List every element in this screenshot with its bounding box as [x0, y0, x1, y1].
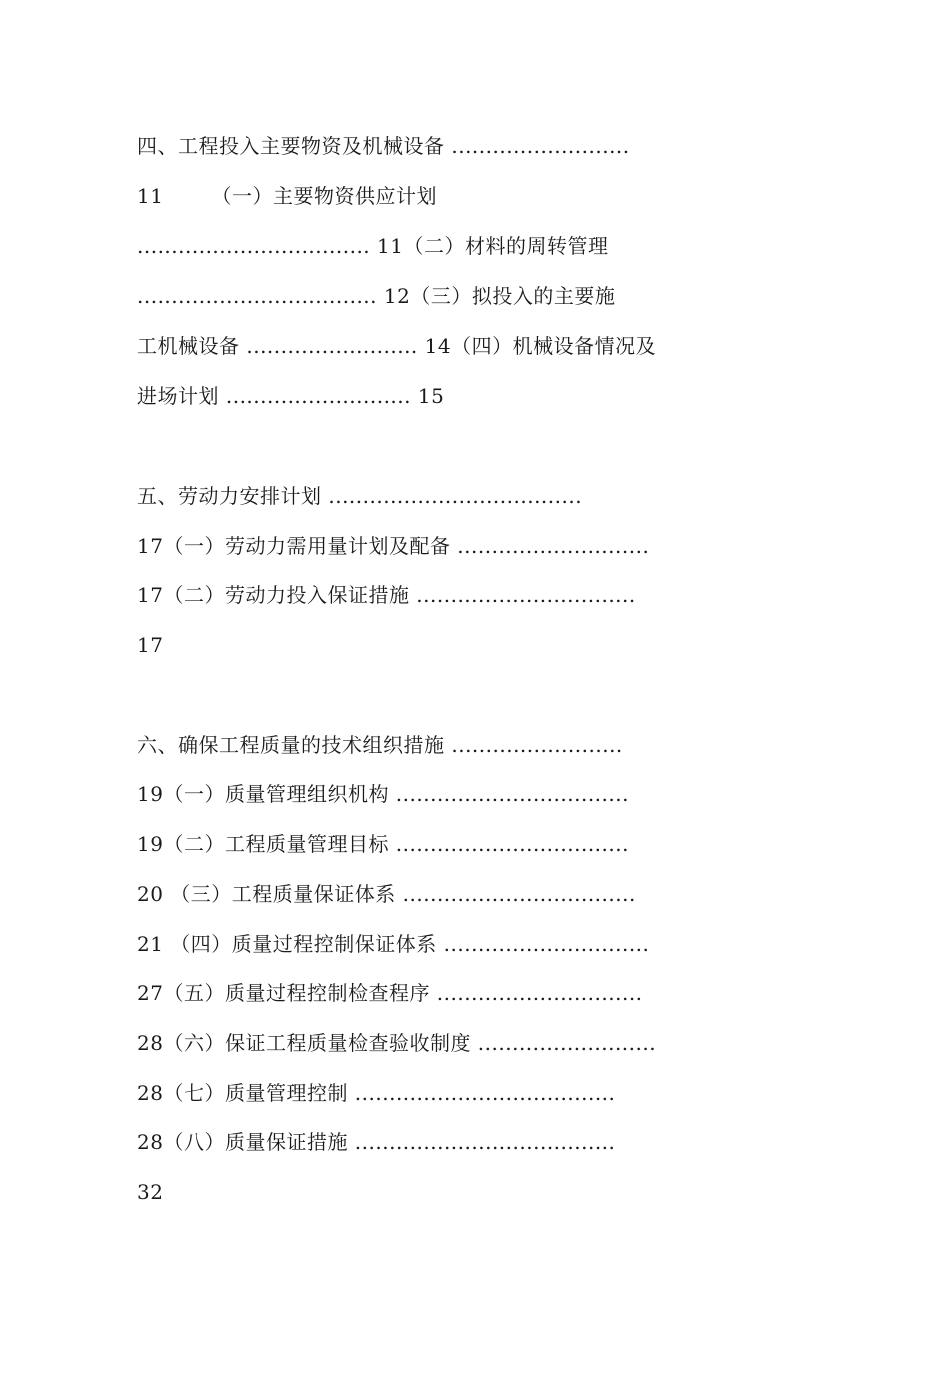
toc-line: 17（一）劳动力需用量计划及配备 ............................	[137, 534, 650, 558]
toc-line: 进场计划 ........................... 15	[137, 384, 445, 408]
toc-line: 28（八）质量保证措施 ......................................	[137, 1130, 616, 1154]
toc-line: 六、确保工程质量的技术组织措施 .........................	[137, 733, 623, 757]
toc-line: 27（五）质量过程控制检查程序 ..............................	[137, 981, 643, 1005]
toc-line: 四、工程投入主要物资及机械设备 ..........................	[137, 134, 630, 158]
toc-line: 32	[137, 1180, 164, 1204]
toc-line: 五、劳动力安排计划 .....................................	[137, 484, 583, 508]
toc-line: 11 （一）主要物资供应计划	[137, 184, 437, 208]
toc-line: 17（二）劳动力投入保证措施 ................................	[137, 583, 636, 607]
toc-line: 工机械设备 ......................... 14（四）机械设备情况及	[137, 334, 657, 358]
toc-line: 28（七）质量管理控制 ......................................	[137, 1081, 616, 1105]
toc-line: 28（六）保证工程质量检查验收制度 ..........................	[137, 1031, 657, 1055]
toc-line: ................................... 12（三）拟投入的主要施	[137, 284, 616, 308]
toc-line: 21 （四）质量过程控制保证体系 ..............................	[137, 932, 650, 956]
toc-line: .................................. 11（二）材料的周转管理	[137, 234, 609, 258]
toc-line: 20 （三）工程质量保证体系 ..................................	[137, 882, 636, 906]
toc-line: 19（二）工程质量管理目标 ..................................	[137, 832, 629, 856]
toc-line: 17	[137, 633, 164, 657]
toc-line: 19（一）质量管理组织机构 ..................................	[137, 782, 629, 806]
